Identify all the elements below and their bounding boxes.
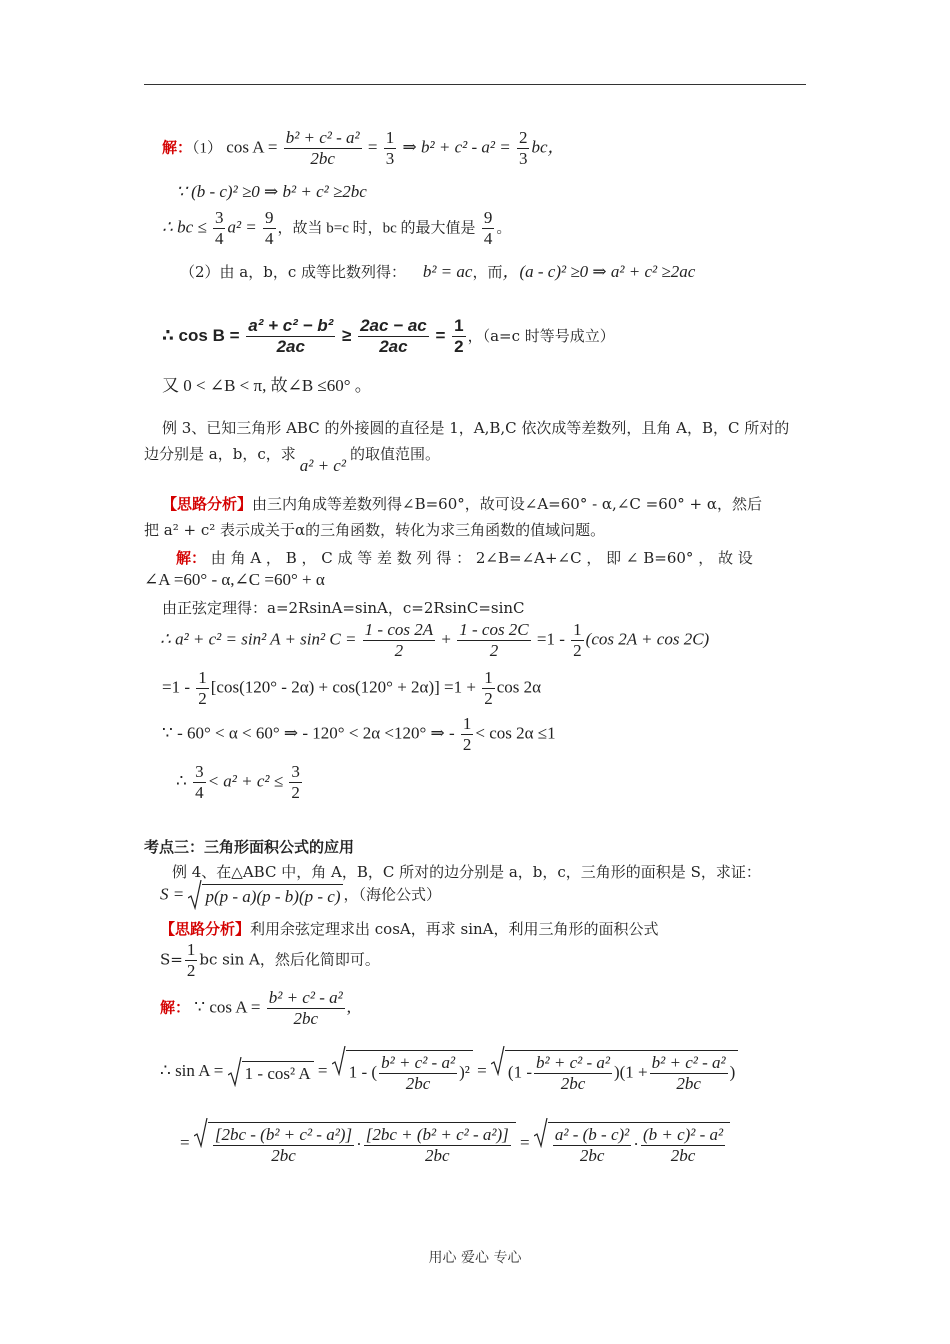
cosB-lhs: ∴ cos B =: [162, 325, 240, 345]
kd3-cos: [160, 988, 351, 1029]
ex3-ask: 边分别是 a，b，c，求: [144, 445, 296, 463]
eq: =: [435, 325, 446, 345]
area-formula: [160, 940, 380, 981]
jie-label-4: 解：: [160, 1000, 191, 1017]
sin-sqrt2: [332, 1050, 473, 1094]
heron-body: p(p - a)(p - b)(p - c): [202, 884, 343, 907]
sqrt-icon: [228, 1057, 242, 1087]
cosA-lhs: cos A =: [226, 137, 278, 157]
ex3-sol3: 由正弦定理得：a=2RsinA=sinA，c=2RsinC=sinC: [162, 599, 525, 617]
analysis-text-2: 利用余弦定理求出 cosA，再求 sinA，利用三角形的面积公式: [250, 920, 659, 938]
s-tail: bc sin A，然后化简即可。: [199, 950, 380, 969]
eq-1: =: [317, 1060, 328, 1080]
last-f1: $\frac{\text{[2bc - (b² + c² - a²)]}}{2bc}$: [214, 1125, 353, 1165]
eqA-lhs: ∴ a² + c² = sin² A + sin² C =: [160, 629, 357, 649]
implies-expr: ⇒ b² + c² - a² =: [402, 137, 511, 157]
sin-sqrt3: [491, 1050, 738, 1094]
cosB-frac2: $\frac{2ac - ac}{2ac}$: [360, 316, 427, 356]
ex3-eqC: [162, 714, 556, 755]
sin-r3-mid: )(1 +: [613, 1062, 648, 1082]
equals: =: [367, 137, 378, 157]
angleB-conclusion: 又 0 < ∠B < π, 故∠B ≤60° 。: [162, 376, 372, 395]
eqA-half: $\frac{1}{2}$: [573, 620, 582, 660]
eq-4: =: [520, 1132, 530, 1152]
heron-note: ，（海伦公式）: [343, 887, 441, 904]
eqD-lhs: ∴: [176, 771, 187, 791]
heron-line: [160, 884, 441, 907]
eqA-tail: (cos 2A + cos 2C): [585, 629, 710, 649]
eqC-tail: < cos 2α ≤1: [475, 723, 556, 743]
sqrt-icon: [188, 880, 202, 910]
max-text: ，故当 b=c 时，bc 的最大值是: [277, 220, 476, 237]
eqD-mid: < a² + c² ≤: [207, 771, 284, 791]
equality-note: ，（a=c 时等号成立）: [467, 326, 615, 345]
eq-2: =: [477, 1060, 487, 1080]
plus: +: [441, 629, 451, 649]
period: 。: [496, 220, 512, 237]
ex3-sol1: [176, 548, 753, 568]
ex3-range: 的取值范围。: [349, 445, 440, 463]
eqA-mid: =1 -: [536, 629, 565, 649]
bc-tail: bc，: [531, 137, 565, 157]
kd3-analysis: [160, 919, 659, 939]
one-third-frac: $\frac{1}{3}$: [385, 128, 395, 168]
eqC-lhs: ∵ - 60° < α < 60° ⇒ - 120° < 2α <120° ⇒ -: [162, 723, 455, 743]
ex3-text1: 例 3、已知三角形 ABC 的外接圆的直径是 1，A,B,C 依次成等差数列，且角 A，B，C 所对的: [162, 419, 790, 437]
page-footer: 用心 爱心 专心: [428, 1250, 522, 1266]
cosB-frac: $\frac{\text{a² + c² − b²}}{2ac}$: [248, 316, 334, 356]
analysis-text1: 由三内角成等差数列得∠B=60°，故可设∠A=60° - α,∠C =60° + α，然后: [252, 495, 763, 513]
eqD-f2: $\frac{3}{2}$: [291, 762, 300, 802]
s-prefix: S=: [160, 950, 183, 969]
bc-le: ∴ bc ≤: [162, 217, 207, 237]
analysis-label: 【思路分析】: [162, 495, 253, 513]
a2-eq: a² =: [227, 217, 257, 237]
area-half: $\frac{1}{2}$: [186, 940, 196, 980]
eq-3: =: [180, 1132, 190, 1152]
ex3-sol2: ∠A =60° - α,∠C =60° + α: [144, 570, 325, 589]
sin-r2-b: )²: [459, 1062, 470, 1082]
eqD-f1: $\frac{3}{4}$: [195, 762, 204, 802]
sin-r2-frac: $\frac{\text{b² + c² - a²}}{2bc}$: [381, 1053, 456, 1093]
sin-sqrt1: [228, 1061, 314, 1084]
ex3-eqD: [176, 762, 304, 803]
cos-tail: ,: [346, 997, 351, 1017]
last-f2: $\frac{\text{[2bc + (b² + c² - a²)]}}{2bc}$: [365, 1125, 509, 1165]
ex3-text2: [144, 444, 440, 475]
last-line: [180, 1122, 730, 1166]
last-f3: $\frac{\text{a² - (b - c)²}}{2bc}$: [554, 1125, 630, 1165]
eqB-lhs: =1 -: [162, 677, 190, 697]
dot-1: ·: [356, 1134, 362, 1154]
frac-9-4: $\frac{9}{4}$: [265, 208, 274, 248]
ex3-sol1-text: 由 角 A ， B ， C 成 等 差 数 列 得 ： 2∠B=∠A+∠C ， 即 ∠ B=60° ， 故 设: [210, 549, 753, 567]
sin-lhs: ∴ sin A =: [160, 1060, 224, 1080]
eqA-f1: $\frac{1 - \cos 2A}{2}$: [364, 620, 434, 660]
ex2-part2: [180, 262, 695, 282]
ac-ineq: ，(a - c)² ≥0 ⇒ a² + c² ≥2ac: [502, 262, 696, 281]
eqC-half: $\frac{1}{2}$: [462, 714, 472, 754]
part2-er: ，而: [472, 263, 503, 281]
analysis-label-2: 【思路分析】: [160, 920, 251, 938]
eqB-mid: [cos(120° - 2α) + cos(120° + 2α)] =1 +: [210, 677, 476, 697]
header-rule: [144, 84, 806, 85]
half-frac: $\frac{1}{2}$: [454, 316, 464, 356]
jie-label: 解：: [162, 140, 193, 157]
ex3-analysis1: [162, 494, 762, 514]
sqrt-icon: [194, 1118, 208, 1148]
sin-line: [160, 1050, 738, 1094]
dot-2: ·: [633, 1134, 639, 1154]
ex3-analysis2: 把 a² + c² 表示成关于α的三角函数，转化为求三角函数的值域问题。: [144, 521, 606, 539]
sqrt-icon: [491, 1046, 505, 1076]
ex2-line1: [162, 128, 564, 169]
cos-frac: $\frac{\text{b² + c² - a²}}{2bc}$: [268, 988, 343, 1028]
part1-label: （1）: [192, 140, 223, 157]
ge: ≥: [342, 325, 352, 345]
a2c2-expr: a² + c²: [299, 456, 346, 475]
two-third-frac: $\frac{2}{3}$: [518, 128, 528, 168]
last-sqrt2: [534, 1122, 730, 1166]
frac-9-4-b: $\frac{9}{4}$: [483, 208, 493, 248]
heron-sqrt: [188, 884, 343, 907]
sin-r3-frac2: $\frac{\text{b² + c² - a²}}{2bc}$: [651, 1053, 726, 1093]
ex3-eqA: [160, 620, 709, 661]
sin-r3-frac1: $\frac{\text{b² + c² - a²}}{2bc}$: [536, 1053, 610, 1093]
sin-r2-a: 1 - (: [348, 1062, 378, 1082]
ex4-text: 例 4、在△ABC 中，角 A，B，C 所对的边分别是 a，b，c，三角形的面积是 S，求证：: [172, 863, 761, 881]
ex2-line3: [162, 208, 511, 249]
jie-label-3: 解：: [176, 549, 207, 567]
frac-3-4: $\frac{3}{4}$: [214, 208, 224, 248]
sin-r3-a: (1 -: [507, 1062, 532, 1082]
last-f4: $\frac{\text{(b + c)² - a²}}{2bc}$: [642, 1125, 724, 1165]
eqB-half: $\frac{1}{2}$: [198, 668, 207, 708]
b2-ac: b² = ac: [422, 262, 473, 281]
part2-text: （2）由 a，b，c 成等比数列得：: [180, 263, 407, 281]
sqrt-icon: [332, 1046, 346, 1076]
cos-lhs: ∵ cos A =: [194, 997, 261, 1017]
eqB-tail: cos 2α: [496, 677, 542, 697]
sin-r1: 1 - cos² A: [242, 1061, 314, 1084]
eqA-f2: $\frac{1 - \cos 2C}{2}$: [459, 620, 529, 660]
sqrt-icon: [534, 1118, 548, 1148]
last-sqrt1: [194, 1122, 516, 1166]
sin-r3-b: ): [729, 1062, 736, 1082]
eqB-half2: $\frac{1}{2}$: [484, 668, 493, 708]
ex2-line2: ∵ (b - c)² ≥0 ⇒ b² + c² ≥2bc: [176, 182, 367, 201]
cosA-frac: $\frac{\text{b² + c² - a²}}{2bc}$: [285, 128, 360, 168]
ex3-eqB: [162, 668, 541, 709]
heron-lhs: S =: [160, 884, 185, 904]
cosB-line: [162, 316, 615, 357]
kd3-heading: 考点三：三角形面积公式的应用: [144, 838, 355, 856]
